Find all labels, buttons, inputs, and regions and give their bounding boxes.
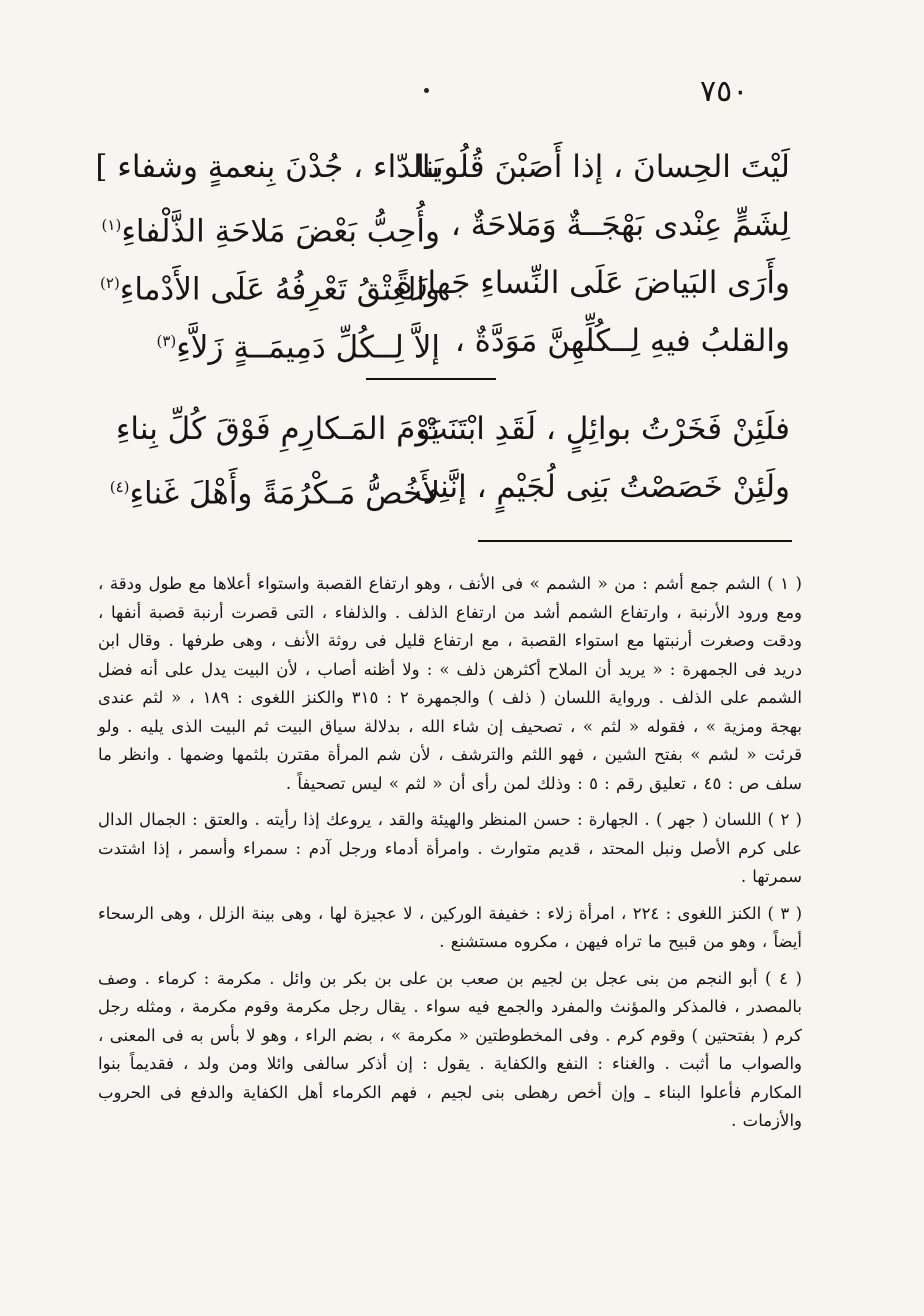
verse-line: [100, 254, 800, 312]
verse-line: [100, 312, 800, 370]
footnote-2: ( ٢ ) اللسان ( جهر ) . الجهارة : حسن المنظر والهيئة والقد ، يروعك إذا رأيته . والعتق : الجمال الدال على كرم الأصل ونبل المحتد ، قديم متوارث . وامرأة أدماء ورجل آدم : سمراء وأسمر ، إذا اشتدت سمرتها .: [98, 810, 802, 886]
verse-first-hemistich: لَيْتَ الحِسانَ ، إذا أَصَبْنَ قُلُوبَنا: [416, 149, 790, 185]
verse-first-hemistich: وأَرَى البَياضَ عَلَى النِّساءِ جَهارَةً: [396, 265, 790, 301]
verse-second-hemistich: [110, 400, 440, 458]
verse-line: [100, 458, 800, 516]
footnote-4: ( ٤ ) أبو النجم من بنى عجل بن لجيم بن صعب بن على بن بكر بن وائل . مكرمة : كرماء . وصف بالمصدر ، فالمذكر والمؤنث والمفرد والجمع فيه سواء . يقال رجل مكرمة وقوم مكرمة ، ومثله رجل كرم ( بفتحتين ) وقوم كرم . وفى المخطوطتين « مكرمة » ، بضم الراء ، وهو لا بأس به فى المعنى ، والصواب ما أثبت . والغناء : النفع والكفاية . يقول : إن أذكر سالفى وائلا ومن ولد ، فقديماً بنوا المكارم فأعلوا البناء ـ وإن أخص رهطى بنى لجيم ، فهم الكرماء أهل الكفاية والدفع فى الحروب والأزمات .: [98, 968, 802, 1130]
verse-first-hemistich: فلَئِنْ فَخَرْتُ بوائِلٍ ، لَقَدِ ابْتَنَتْ: [418, 411, 790, 447]
verse-line: [100, 196, 800, 254]
section-divider: [366, 378, 496, 380]
verse-first-hemistich: لِشَمٍّ عِنْدى بَهْجَــةٌ وَمَلاحَةٌ ،: [450, 207, 790, 243]
footnote-ref: (٢): [100, 274, 120, 292]
footnotes: [98, 570, 802, 1144]
footnote-ref: (٤): [109, 478, 130, 496]
verse-first-hemistich: ولَئِنْ خَصَصْتُ بَنِى لُجَيْمٍ ، إنَّنِى: [414, 469, 790, 505]
hemistich-text: لأَخُصُّ مَـكْرُمَةً وأَهْلَ غَناءِ: [129, 475, 440, 512]
verse-second-hemistich: [95, 138, 440, 196]
hemistich-text: وأُحِبُّ بَعْضَ مَلاحَةِ الذَّلْفاءِ: [121, 213, 440, 250]
verse-line: [95, 138, 800, 196]
verse-second-hemistich: [100, 254, 440, 318]
footnote-1: ( ١ ) الشم جمع أشم : من « الشمم » فى الأنف ، وهو ارتفاع القصبة واستواء أعلاها مع طول ودقة ، ومع ورود الأرنبة ، وارتفاع الشمم أشد من ارتفاع الذلف . والذلفاء ، التى قصرت أرنبة قصبة أنفها ، ودقت وصغرت أرنبتها مع استواء القصبة ، مع ارتفاع قليل فى روثة الأنف ، وهى طرفها . وقال ابن دريد فى الجمهرة : « يريد أن الملاح أكثرهن ذلف » : ولا أظنه أصاب ، لأن البيت يدل على أنه فضل الشمم على الذلف . ورواية اللسان ( ذلف ) والجمهرة ٢ : ٣١٥ والكنز اللغوى : ١٨٩ ، « لثم عندى بهجة ومزية » ، فقوله « لثم » ، تصحيف إن شاء الله ، بدلالة سياق البيت ثم البيت الذى يليه . ولو قرئت « لشم » بفتح الشين ، فهو اللثم والترشف ، لأن شم المرأة مقترن بلثمها وضمها . وانظر ما سلف ص : ٤٥ ، تعليق رقم : ٥ : وذلك لمن رأى أن « لثم » ليس تصحيفاً .: [98, 574, 802, 793]
hemistich-text: والعِتْقُ تَعْرِفُهُ عَلَى الأَدْماءِ: [119, 271, 440, 308]
verse-line: [100, 400, 800, 458]
ink-dot: [424, 88, 429, 93]
footnotes-divider: [478, 540, 792, 542]
hemistich-text: يَوْمَ المَـكارِمِ فَوْقَ كُلِّ بِناءِ: [115, 411, 440, 447]
footnote-ref: (٣): [156, 332, 177, 350]
footnote-3: ( ٣ ) الكنز اللغوى : ٢٢٤ ، امرأة زلاء : خفيفة الوركين ، لا عجيزة لها ، وهى بينة الزلل ، وهى الرسحاء أيضاً ، وهو من قبيح ما تراه فيهن ، مكروه مستشنع .: [98, 903, 803, 951]
verse-second-hemistich: [110, 312, 440, 376]
poem-stanza-1: [95, 138, 800, 370]
verse-second-hemistich: [101, 196, 440, 260]
hemistich-text: إلاَّ لِــكُلِّ دَمِيمَــةٍ زَلاَّءِ: [176, 329, 440, 366]
hemistich-text: بالدّاء ، جُدْنَ بِنعمةٍ وشفاء ]: [95, 149, 440, 185]
poem-stanza-2: [100, 400, 800, 516]
verse-first-hemistich: والقلبُ فيهِ لِــكُلِّهِنَّ مَوَدَّةٌ ،: [454, 323, 790, 359]
page-number: ٧٥٠: [700, 74, 749, 109]
verse-second-hemistich: [110, 458, 440, 522]
footnote-ref: (١): [101, 216, 122, 234]
